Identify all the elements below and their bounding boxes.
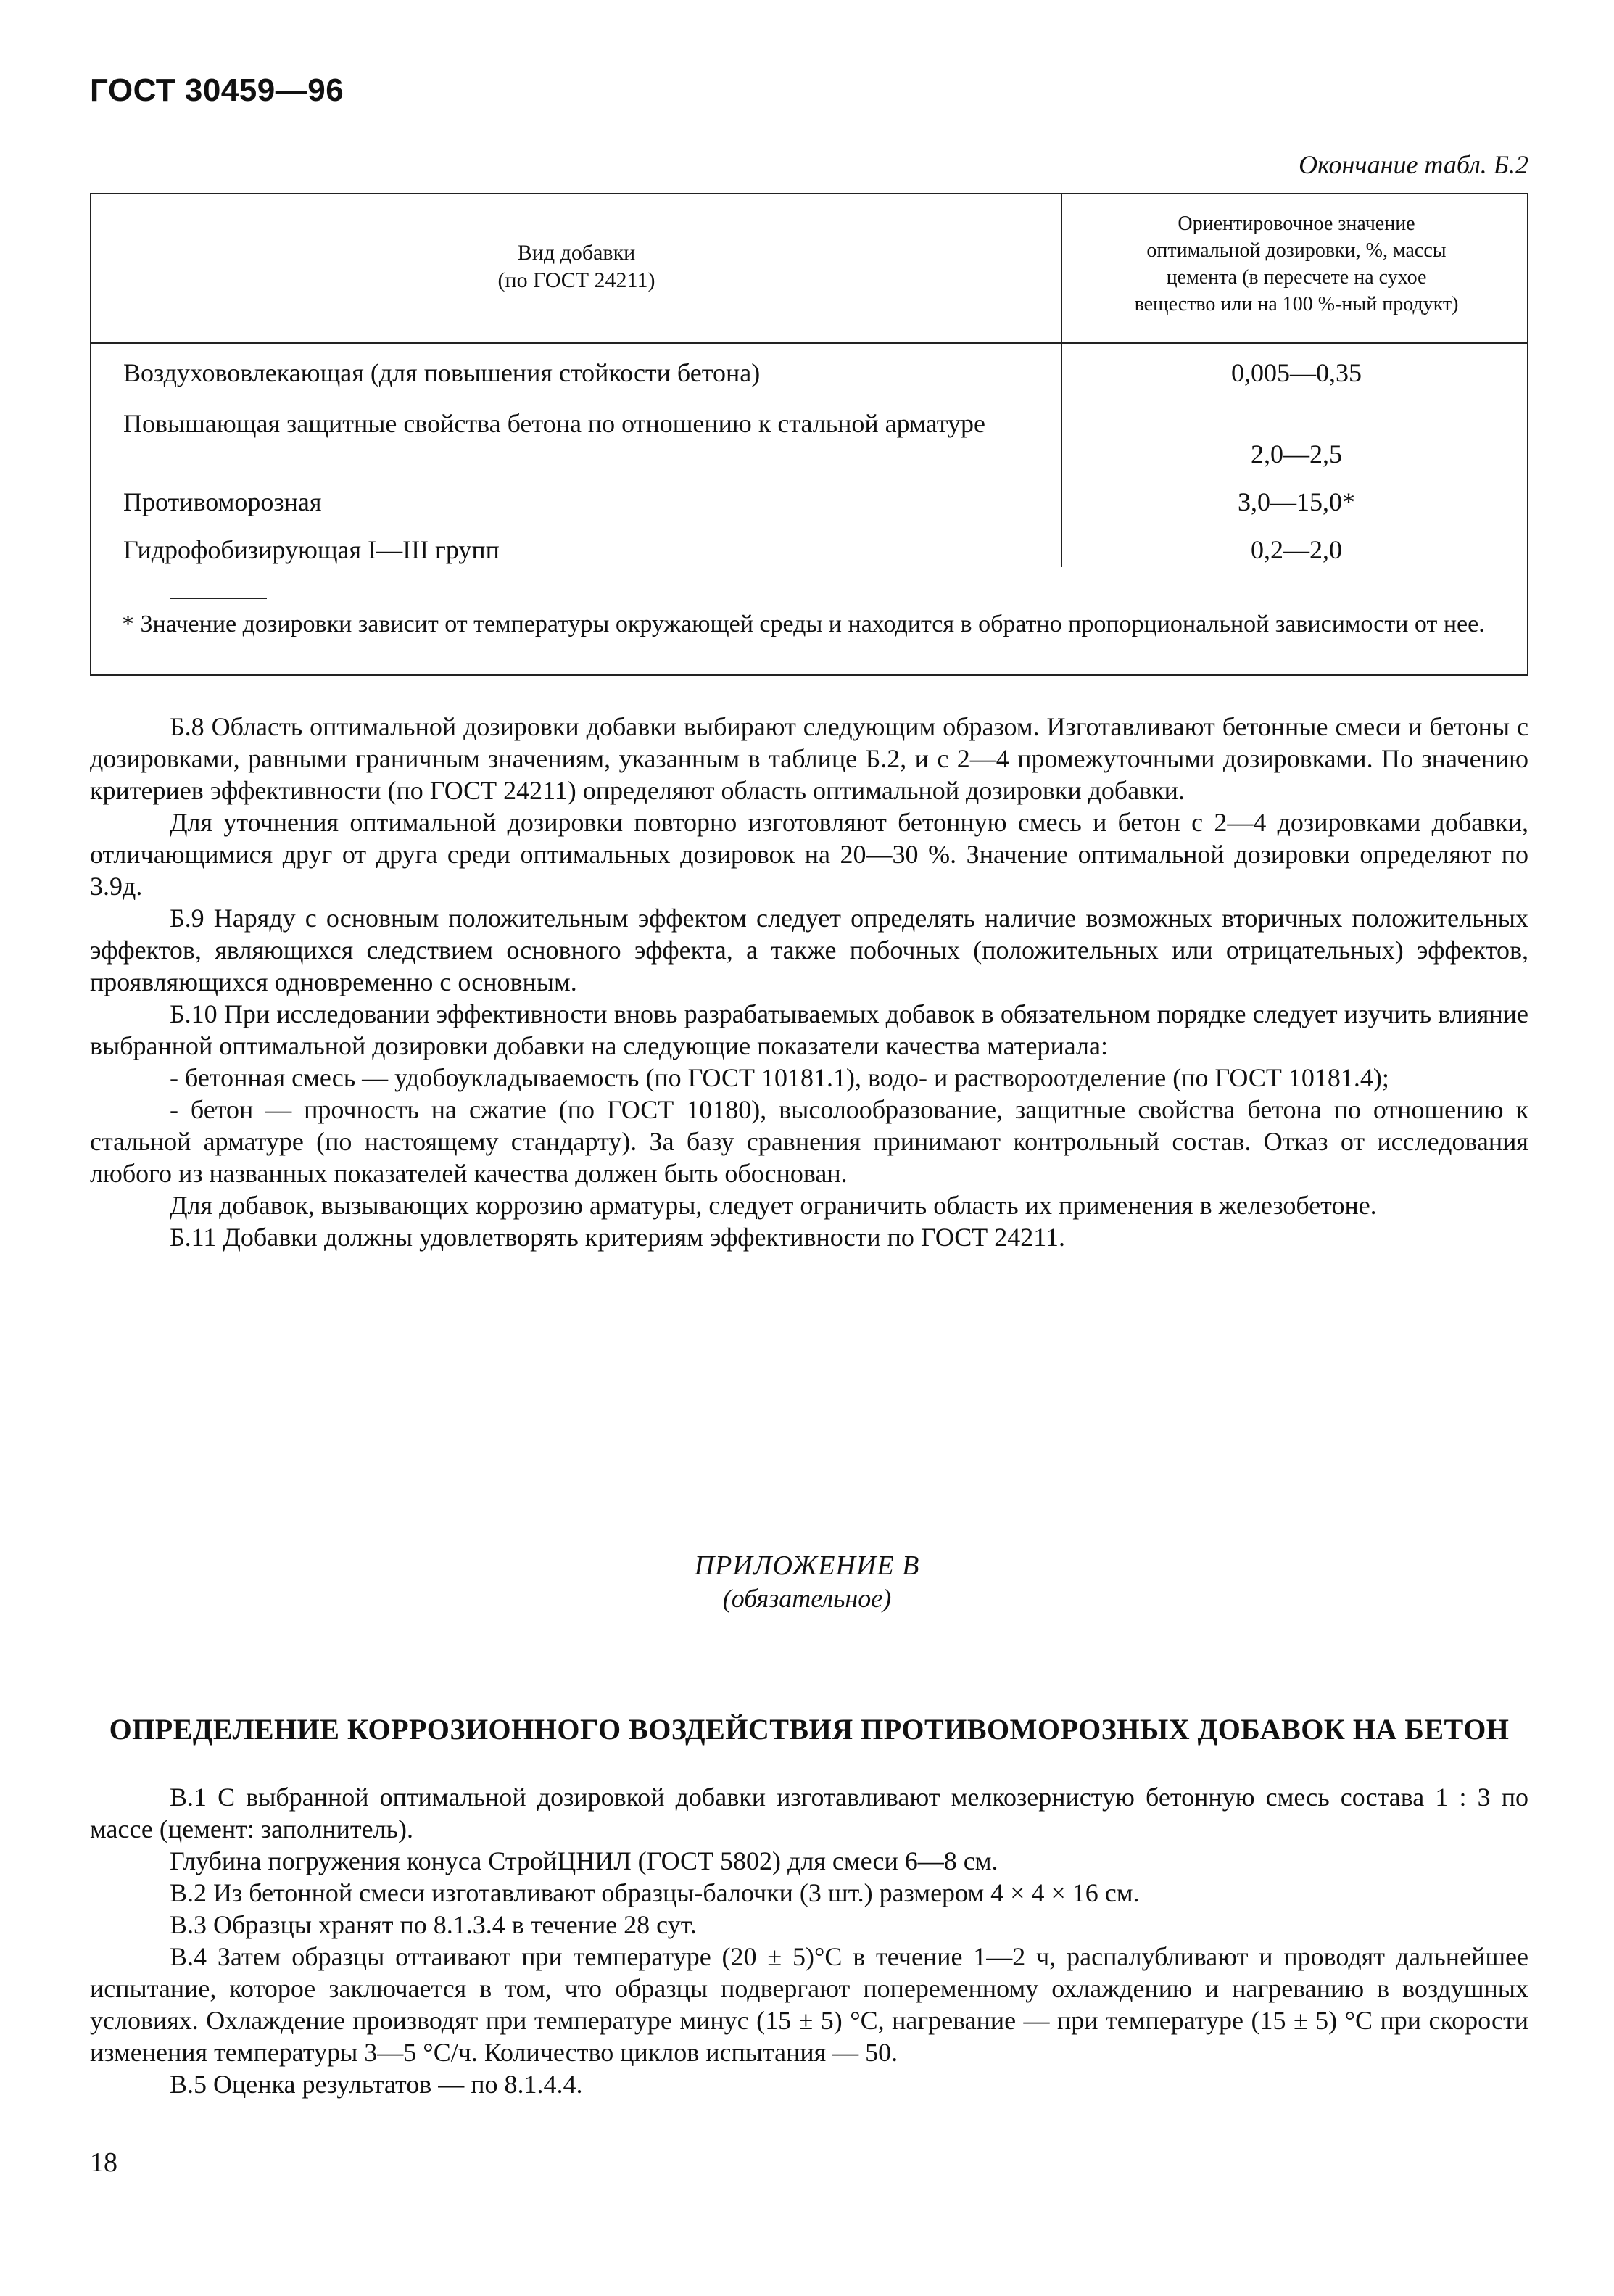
paragraph: Для уточнения оптимальной дозировки повторно изготовляют бетонную смесь и бетон с 2—4 дозировками добавки, отличающимися друг от друга среди оптимальных дозировок на 20—30 %. Значение оптимальной дозировки определяют по 3.9д.	[90, 808, 1528, 901]
table-cell-type: Повышающая защитные свойства бетона по отношению к стальной арматуре	[123, 409, 985, 438]
header-line: Вид добавки	[517, 241, 636, 265]
header-line: (по ГОСТ 24211)	[497, 268, 655, 292]
section-heading: ОПРЕДЕЛЕНИЕ КОРРОЗИОННОГО ВОЗДЕЙСТВИЯ ПРОТИВОМОРОЗНЫХ ДОБАВОК НА БЕТОН	[109, 1713, 1510, 1746]
table-column-divider	[1061, 193, 1062, 567]
paragraph-b11: Б.11 Добавки должны удовлетворять критериям эффективности по ГОСТ 24211.	[170, 1223, 1065, 1252]
section-b-text	[90, 711, 1528, 1253]
paragraph-v3: В.3 Образцы хранят по 8.1.3.4 в течение 28 сут.	[170, 1910, 697, 1939]
table-cell-type: Воздухововлекающая (для повышения стойкости бетона)	[123, 358, 761, 387]
paragraph-b9: Б.9 Наряду с основным положительным эффектом следует определять наличие возможных вторичных положительных эффектов, являющихся следствием основного эффекта, а также побочных (положительных или отрицательных) эффектов, проявляющихся одновременно с основным.	[90, 904, 1528, 996]
table-cell-value: 3,0—15,0*	[1238, 487, 1355, 516]
paragraph-b8: Б.8 Область оптимальной дозировки добавки выбирают следующим образом. Изготавливают бетонные смеси и бетоны с дозировками, равными граничным значениям, указанным в таблице Б.2, и с 2—4 промежуточными дозировками. По значению критериев эффективности (по ГОСТ 24211) определяют область оптимальной дозировки добавки.	[90, 712, 1528, 805]
page-number: 18	[90, 2147, 117, 2178]
table-header-additive-type	[94, 239, 1059, 294]
appendix-title: ПРИЛОЖЕНИЕ В	[694, 1550, 920, 1581]
table-cell-value: 2,0—2,5	[1251, 439, 1342, 468]
list-item: - бетонная смесь — удобоукладываемость (по ГОСТ 10181.1), водо- и раствороотделение (по ГОСТ 10181.4);	[170, 1063, 1389, 1092]
table-caption: Окончание табл. Б.2	[1299, 150, 1528, 179]
table-header-dosage	[1066, 210, 1527, 318]
table-cell-value: 0,005—0,35	[1231, 358, 1362, 387]
table-cell-type: Гидрофобизирующая I—III групп	[123, 535, 500, 564]
paragraph-v1: В.1 С выбранной оптимальной дозировкой добавки изготавливают мелкозернистую бетонную смесь состава 1 : 3 по массе (цемент: заполнитель).	[90, 1783, 1528, 1843]
table-footnote: * Значение дозировки зависит от температуры окружающей среды и находится в обратно пропорциональной зависимости от нее.	[122, 611, 1485, 637]
paragraph-b10: Б.10 При исследовании эффективности вновь разрабатываемых добавок в обязательном порядке следует изучить влияние выбранной оптимальной дозировки добавки на следующие показатели качества материала:	[90, 999, 1528, 1060]
header-line: оптимальной дозировки, %, массы	[1146, 239, 1447, 262]
paragraph: Для добавок, вызывающих коррозию арматуры, следует ограничить область их применения в железобетоне.	[170, 1191, 1377, 1220]
list-item: - бетон — прочность на сжатие (по ГОСТ 10180), высолообразование, защитные свойства бетона по отношению к стальной арматуре (по настоящему стандарту). За базу сравнения принимают контрольный состав. Отказ от исследования любого из названных показателей качества должен быть обоснован.	[90, 1095, 1528, 1188]
paragraph-v5: В.5 Оценка результатов — по 8.1.4.4.	[170, 2070, 583, 2099]
paragraph-v4: В.4 Затем образцы оттаивают при температуре (20 ± 5)°С в течение 1—2 ч, распалубливают и проводят дальнейшее испытание, которое заключается в том, что образцы подвергают попеременному охлаждению и нагреванию в воздушных условиях. Охлаждение производят при температуре минус (15 ± 5) °С, нагревание — при температуре (15 ± 5) °С при скорости изменения температуры 3—5 °С/ч. Количество циклов испытания — 50.	[90, 1942, 1528, 2067]
header-line: Ориентировочное значение	[1178, 212, 1415, 235]
table-cell-value: 0,2—2,0	[1251, 535, 1342, 564]
document-number: ГОСТ 30459—96	[90, 73, 344, 108]
footnote-rule	[170, 598, 267, 599]
paragraph-v2: В.2 Из бетонной смеси изготавливают образцы-балочки (3 шт.) размером 4 × 4 × 16 см.	[170, 1878, 1140, 1907]
header-line: цемента (в пересчете на сухое	[1166, 266, 1427, 289]
table-cell-type: Противоморозная	[123, 487, 322, 516]
header-line: вещество или на 100 %-ный продукт)	[1134, 293, 1459, 315]
paragraph: Глубина погружения конуса СтройЦНИЛ (ГОСТ 5802) для смеси 6—8 см.	[170, 1846, 998, 1875]
appendix-text	[90, 1781, 1528, 2100]
table-header-rule	[90, 342, 1528, 344]
appendix-subtitle: (обязательное)	[722, 1584, 892, 1613]
